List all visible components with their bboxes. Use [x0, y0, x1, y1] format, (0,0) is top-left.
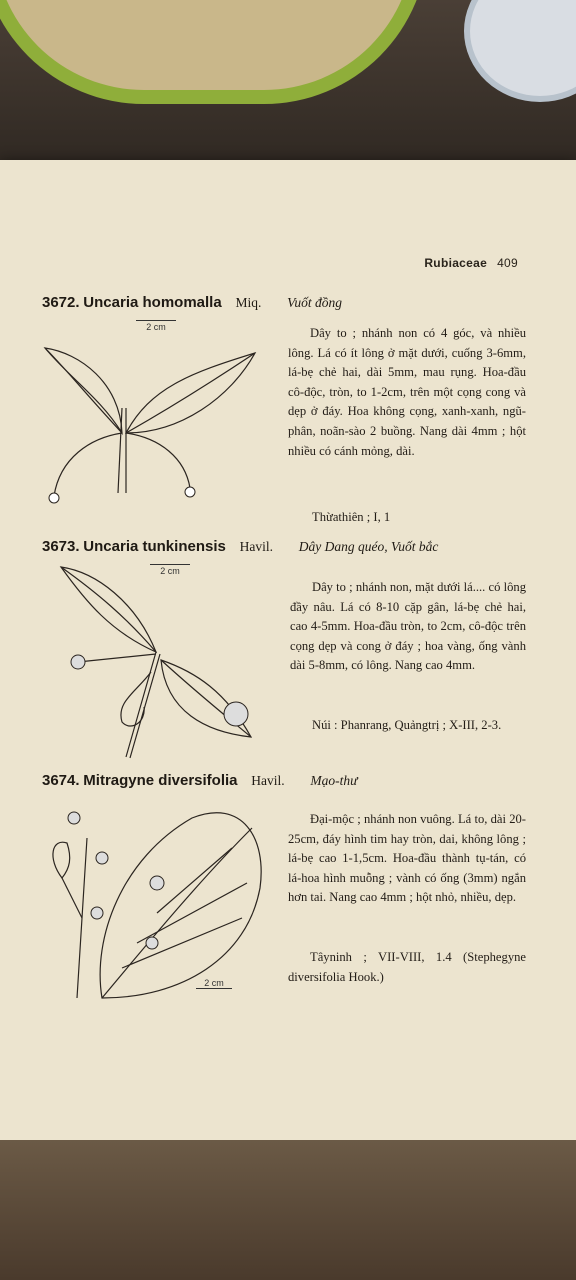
table-surface: [0, 1140, 576, 1280]
scale-bar: 2 cm: [196, 978, 232, 990]
entry-description: Đại-mộc ; nhánh non vuông. Lá to, dài 20-25cm, đáy hình tim hay tròn, dai, không lông ; lá-bẹ cao 1-1,5cm. Hoa-đầu thành tụ-tán, có lá-hoa hình muỗng ; vành có ống (3mm) ngắn hơn tai. Nang cao 4mm ; hột nhỏ, nhiều, dẹp.: [288, 812, 526, 905]
species-author: Miq.: [235, 295, 262, 310]
species-author: Havil.: [239, 539, 273, 554]
page-number: 409: [497, 256, 518, 270]
species-author: Havil.: [251, 773, 285, 788]
entry-description: Dây to ; nhánh non có 4 góc, và nhiều lông. Lá có ít lông ở mặt dưới, cuống 3-6mm, lá-bẹ chẻ hai, dài 5mm, mau rụng. Hoa-đầu cô-độc, tròn, to 1-2cm, trên một cọng cong và dẹp ở đáy. Hoa không cọng, xanh-xanh, ngũ-phân, noãn-sào 2 buồng. Nang dài 4mm ; hột nhiều có cánh mỏng, dài.: [288, 326, 526, 458]
vernacular-name: Dây Dang quéo, Vuốt bắc: [298, 539, 439, 554]
book-page: [0, 160, 576, 1140]
species-name: Uncaria homomalla: [83, 294, 222, 311]
scale-bar: 2 cm: [150, 564, 190, 576]
running-head: [424, 256, 518, 270]
uncaria-tunkinensis-illustration: [56, 562, 266, 762]
vernacular-name: Mạo-thư: [310, 773, 358, 788]
entry-heading: [42, 538, 438, 556]
uncaria-homomalla-illustration: [40, 338, 260, 508]
species-name: Uncaria tunkinensis: [83, 538, 226, 555]
plate-photo: [464, 0, 576, 102]
vernacular-name: Vuốt đồng: [287, 295, 342, 310]
entry-number: 3674.: [42, 772, 80, 789]
entry-number: 3672.: [42, 294, 80, 311]
entry-heading: [42, 294, 342, 312]
entry-description: Dây to ; nhánh non, mặt dưới lá.... có lông đầy nâu. Lá có 8-10 cặp gân, lá-bẹ chẻ hai, cao 4-5mm. Hoa-đầu tròn, to 2cm, cô-độc trên cọng dẹp và cong ở đáy ; hoa vàng, ống vành dài 5-8mm, có lông. Nang cao 4mm.: [290, 580, 526, 673]
entry-locality: Núi : Phanrang, Quảngtrị ; X-III, 2-3.: [312, 718, 502, 732]
bowl-rim-photo: [0, 0, 428, 104]
entry-locality: Tâyninh ; VII-VIII, 1.4 (Stephegyne diversifolia Hook.): [288, 950, 526, 984]
species-name: Mitragyne diversifolia: [83, 772, 238, 789]
mitragyne-diversifolia-illustration: [42, 798, 272, 1008]
entry-locality: Thừathiên ; I, 1: [312, 510, 391, 524]
entry-heading: [42, 772, 358, 790]
scale-bar: 2 cm: [136, 320, 176, 332]
running-head-family: Rubiaceae: [424, 256, 488, 270]
entry-number: 3673.: [42, 538, 80, 555]
background-table: [0, 0, 576, 170]
